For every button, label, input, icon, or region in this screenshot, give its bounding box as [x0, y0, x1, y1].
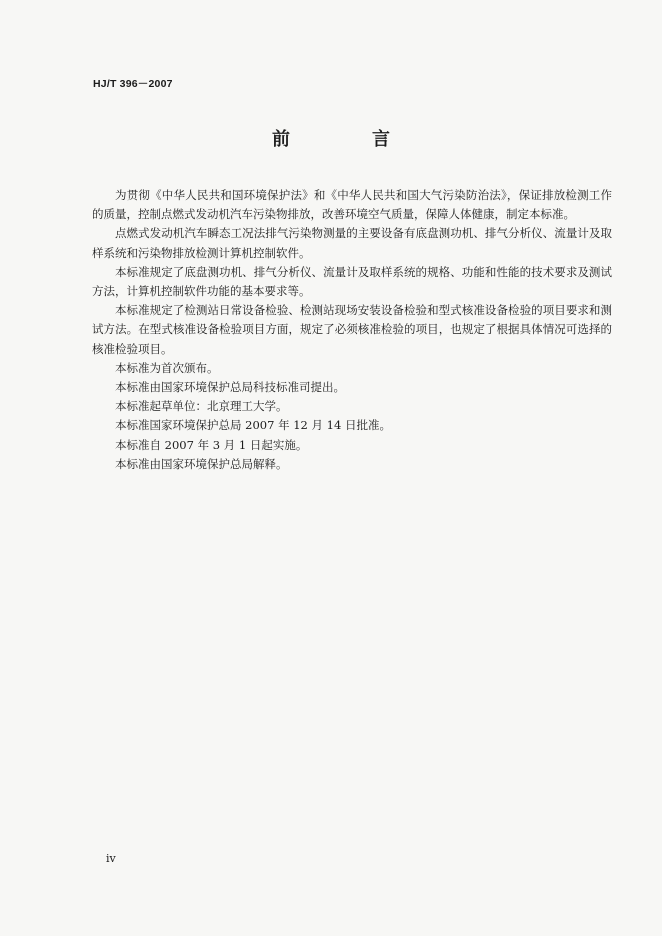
paragraph-scope-inspection: 本标准规定了检测站日常设备检验、检测站现场安装设备检验和型式核准设备检验的项目要求和测试方法。在型式核准设备检验项目方面，规定了必须核准检验的项目，也规定了根据具体情况可选择的核准检验项目。	[92, 303, 612, 356]
page-number: iv	[106, 852, 116, 865]
paragraph-approval-date: 本标准国家环境保护总局 2007 年 12 月 14 日批准。	[115, 418, 391, 433]
paragraph-drafting-unit: 本标准起草单位：北京理工大学。	[115, 399, 288, 414]
standard-number: HJ/T 396－2007	[93, 78, 173, 90]
paragraph-equipment: 点燃式发动机汽车瞬态工况法排气污染物测量的主要设备有底盘测功机、排气分析仪、流量计及取样系统和污染物排放检测计算机控制软件。	[92, 226, 612, 260]
foreword-body	[92, 186, 612, 474]
paragraph-purpose: 为贯彻《中华人民共和国环境保护法》和《中华人民共和国大气污染防治法》，保证排放检测工作的质量，控制点燃式发动机汽车污染物排放，改善环境空气质量，保障人体健康，制定本标准。	[92, 188, 612, 222]
paragraph-interpretation: 本标准由国家环境保护总局解释。	[115, 456, 288, 471]
paragraph-first-issue: 本标准为首次颁布。	[115, 360, 219, 375]
paragraph-proposed-by: 本标准由国家环境保护总局科技标准司提出。	[115, 380, 345, 395]
paragraph-effective-date: 本标准自 2007 年 3 月 1 日起实施。	[115, 437, 308, 452]
page-title: 前 言	[272, 129, 422, 150]
paragraph-scope-specs: 本标准规定了底盘测功机、排气分析仪、流量计及取样系统的规格、功能和性能的技术要求及测试方法，计算机控制软件功能的基本要求等。	[92, 264, 612, 299]
